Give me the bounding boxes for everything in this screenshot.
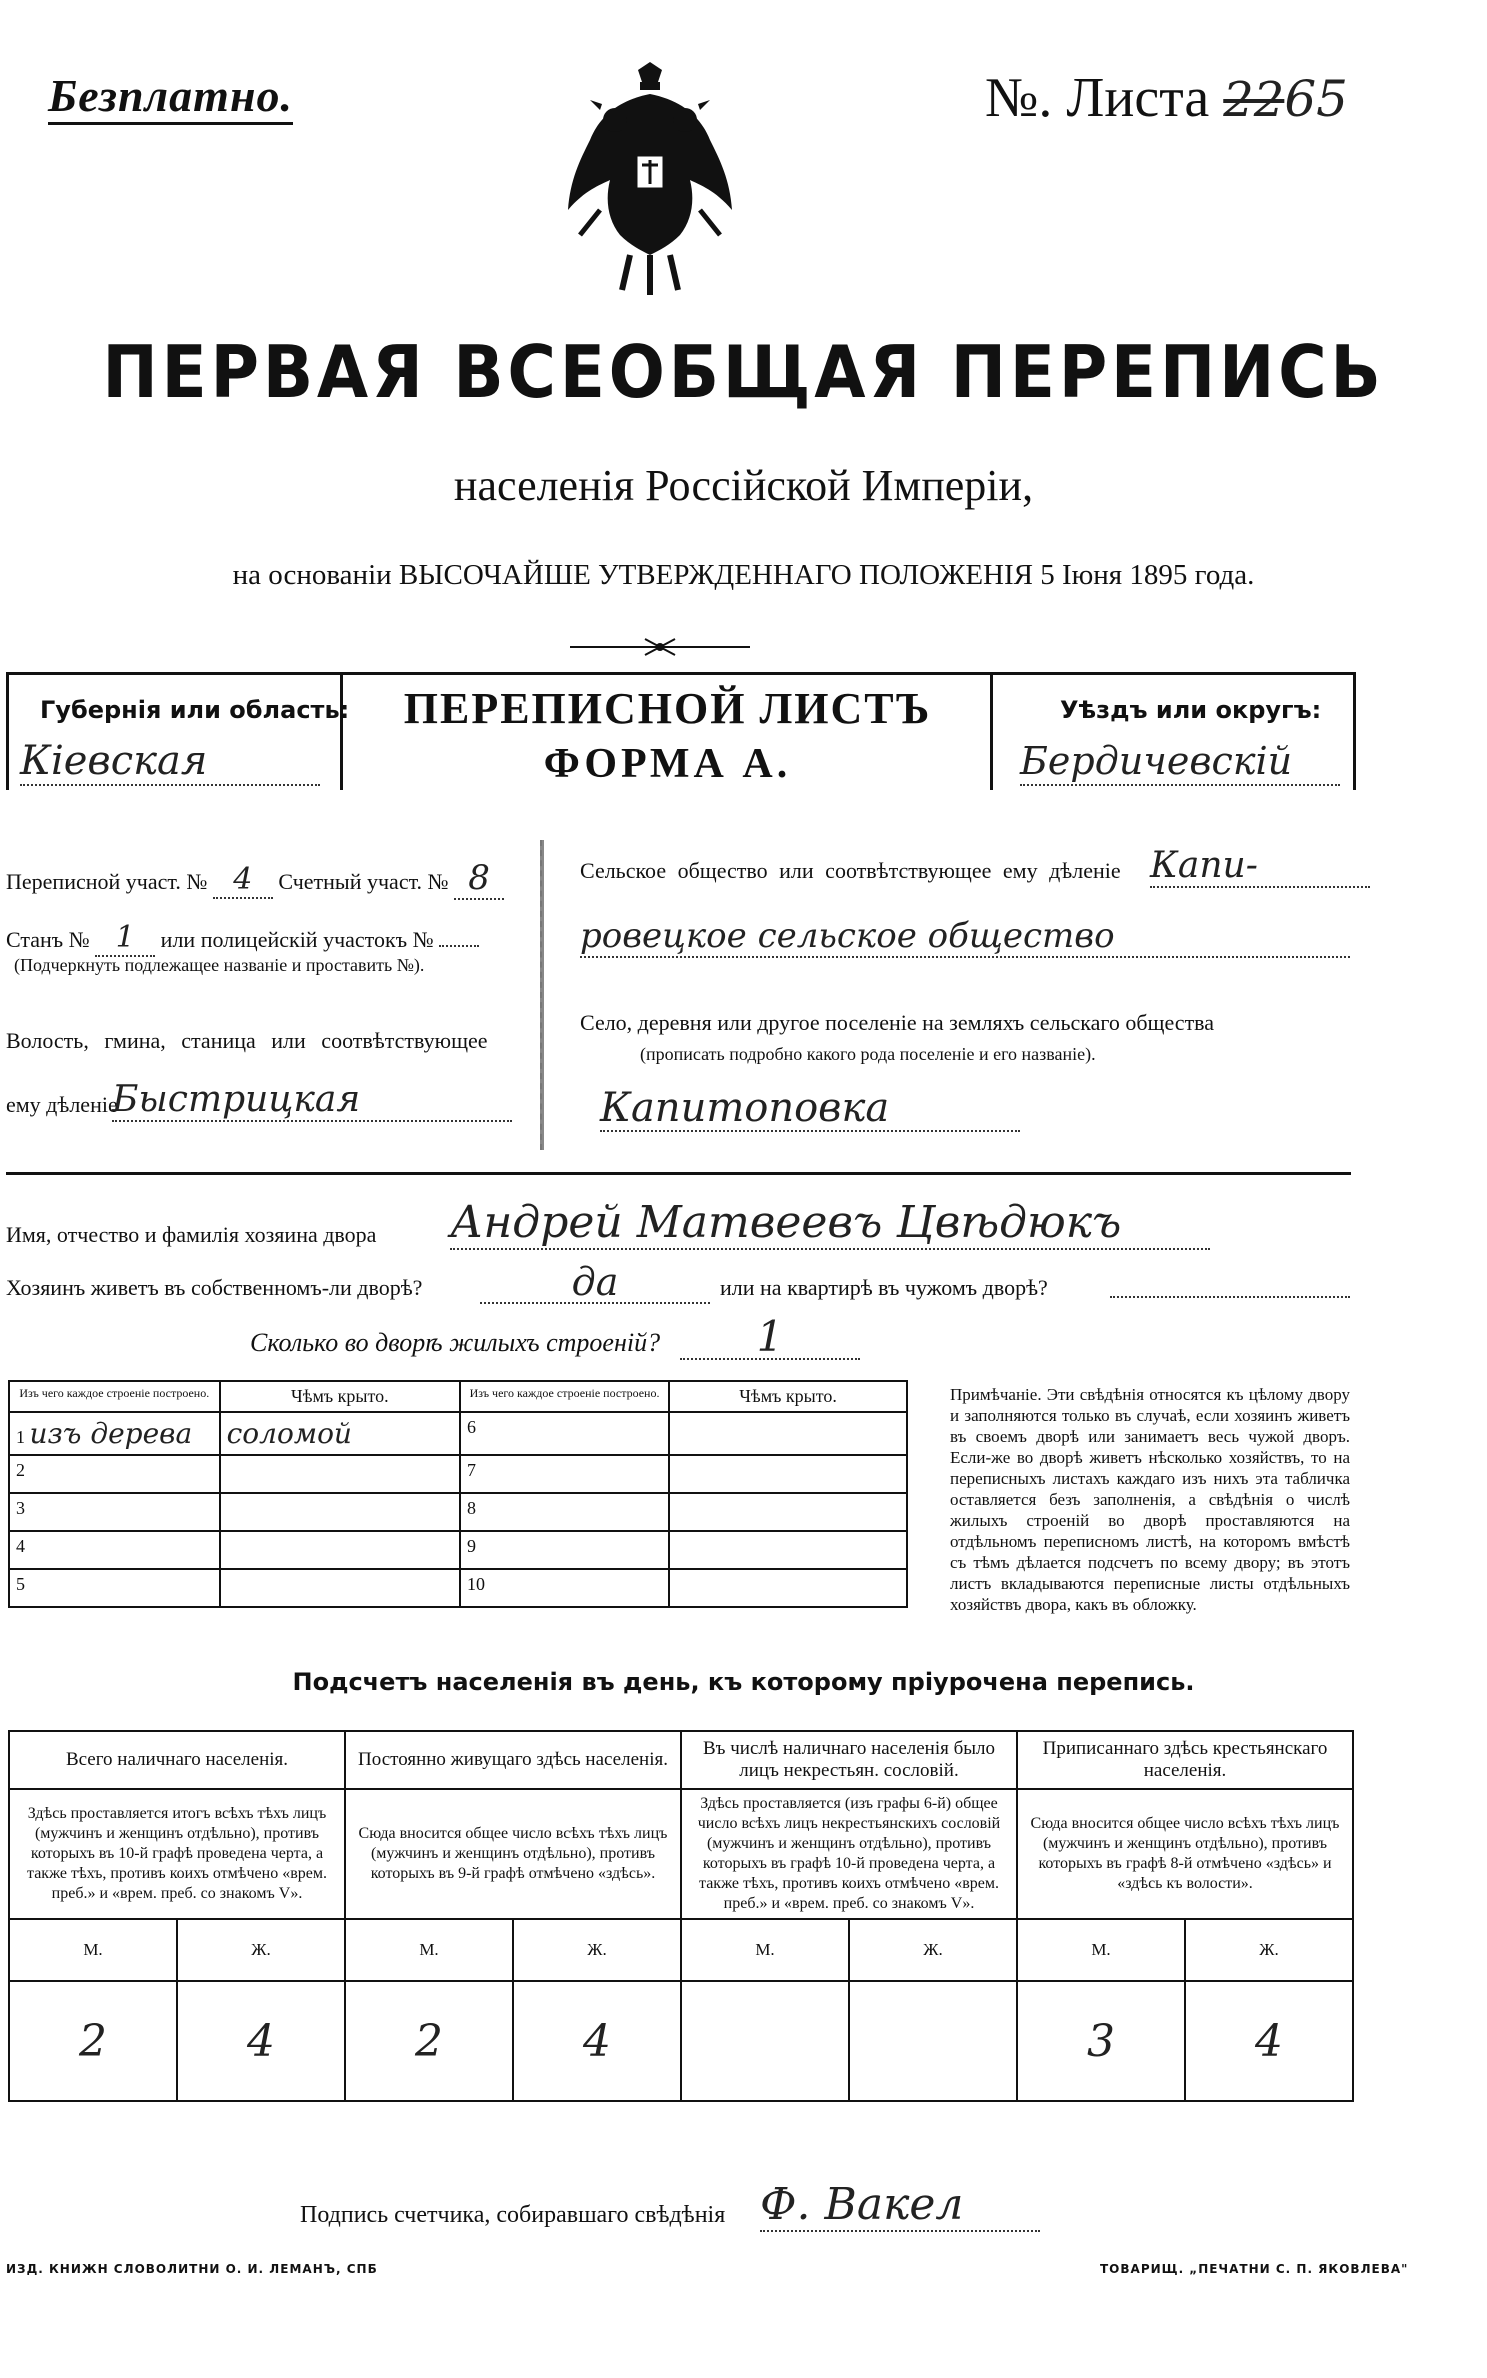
building-roof-empty <box>669 1569 907 1607</box>
building-number: 8 <box>460 1493 669 1531</box>
buildings-label: Сколько во дворѣ жилыхъ строеній? <box>250 1328 661 1357</box>
rent-value <box>1110 1296 1350 1298</box>
male-label: М. <box>345 1919 513 1981</box>
count-section-label: Счетный участ. № <box>278 869 449 894</box>
building-roof-empty <box>220 1531 460 1569</box>
signature-value: Ф. Вакел <box>760 2180 1040 2232</box>
owner-name-label: Имя, отчество и фамилія хозяина двора <box>6 1222 377 1247</box>
stan-note: (Подчеркнуть подлежащее названіе и проставить №). <box>14 955 425 975</box>
imperial-eagle-emblem <box>560 60 740 310</box>
volost-label-2: ему дѣленіе <box>6 1092 118 1117</box>
col-roof-right: Чѣмъ крыто. <box>669 1381 907 1412</box>
society-label: Сельское общество или соотвѣтствующее ему дѣленіе <box>580 858 1121 883</box>
volost-label: Волость, гмина, станица или соотвѣтствующее <box>6 1028 488 1053</box>
census-section-value: 4 <box>213 862 273 899</box>
building-roof-empty <box>220 1493 460 1531</box>
building-roof-empty <box>220 1569 460 1607</box>
building-number: 10 <box>460 1569 669 1607</box>
table-row <box>9 1412 907 1455</box>
rent-label: или на квартирѣ въ чужомъ дворѣ? <box>720 1275 1048 1300</box>
building-number: 2 <box>9 1455 220 1493</box>
count-col-head: Всего наличнаго населенія. <box>9 1731 345 1789</box>
building-roof-empty <box>669 1493 907 1531</box>
police-value <box>439 945 479 947</box>
female-label: Ж. <box>1185 1919 1353 1981</box>
police-label: или полицейскій участокъ № <box>160 927 434 952</box>
count-col-head: Приписаннаго здѣсь крестьянскаго населенія. <box>1017 1731 1353 1789</box>
basis-line: на основаніи ВЫСОЧАЙШЕ УТВЕРЖДЕННАГО ПОЛОЖЕНІЯ 5 Іюня 1895 года. <box>232 559 1255 591</box>
building-number: 3 <box>9 1493 220 1531</box>
count-male-value: 3 <box>1017 1981 1185 2101</box>
col-roof-left: Чѣмъ крыто. <box>220 1381 460 1412</box>
table-row <box>9 1531 907 1569</box>
census-section-row <box>6 858 504 900</box>
guberniya-label: Губернія или область: <box>40 696 350 724</box>
count-section-value: 8 <box>454 858 504 900</box>
count-female-value <box>849 1981 1017 2101</box>
building-number: 9 <box>460 1531 669 1569</box>
building-roof-empty <box>220 1455 460 1493</box>
female-label: Ж. <box>513 1919 681 1981</box>
table-row <box>9 1493 907 1531</box>
count-female-value: 4 <box>513 1981 681 2101</box>
census-section-label: Переписной участ. № <box>6 869 208 894</box>
table-row <box>9 1455 907 1493</box>
male-label: М. <box>681 1919 849 1981</box>
count-female-value: 4 <box>177 1981 345 2101</box>
uezd-value: Бердичевскій <box>1020 738 1340 786</box>
male-label: М. <box>1017 1919 1185 1981</box>
sheet-number-value: 65 <box>1284 70 1348 128</box>
stan-row <box>6 920 479 957</box>
header-left-edge <box>6 672 9 790</box>
count-col-desc: Сюда вносится общее число всѣхъ тѣхъ лицъ (мужчинъ и женщинъ отдѣльно), противъ которыхъ въ графѣ 8-й отмѣчено «здѣсь» и «здѣсь къ волости». <box>1017 1789 1353 1919</box>
building-number: 5 <box>9 1569 220 1607</box>
sheet-number-label: №. Листа <box>985 67 1210 129</box>
count-col-desc: Здѣсь проставляется итогъ всѣхъ тѣхъ лицъ (мужчинъ и женщинъ отдѣльно), противъ которыхъ въ 10-й графѣ проведена черта, а также тѣхъ, противъ коихъ отмѣчено «врем. преб.» и «врем. преб. со знакомъ V». <box>9 1789 345 1919</box>
header-right-edge <box>1353 672 1356 790</box>
form-label: ФОРМА А. <box>543 741 792 787</box>
buildings-table <box>8 1380 908 1608</box>
ornament-divider <box>560 635 760 659</box>
buildings-note: Примѣчаніе. Эти свѣдѣнія относятся къ цѣлому двору и заполняются только въ случаѣ, если хозяинъ живетъ въ своемъ дворѣ или занимаетъ весь чужой дворъ. Если-же во дворѣ живетъ нѣсколько хозяйствъ, то на переписныхъ листахъ каждаго изъ нихъ эта табличка оставляется безъ заполненія, а свѣдѣнія о числѣ жилыхъ строеній во дворѣ проставляются на отдѣльномъ переписномъ листѣ, на которомъ вмѣстѣ съ тѣмъ дѣлается подсчетъ по всему двору; въ этотъ листъ вкладываются переписные листы отдѣльныхъ хозяйствъ двора, какъ въ обложку. <box>950 1385 1350 1614</box>
count-col-head: Въ числѣ наличнаго населенія было лицъ некрестьян. сословій. <box>681 1731 1017 1789</box>
printer-right: ТОВАРИЩ. „ПЕЧАТНИ С. П. ЯКОВЛЕВА" <box>1100 2262 1409 2276</box>
volost-value: Быстрицкая <box>112 1080 512 1122</box>
stan-value: 1 <box>95 920 155 957</box>
buildings-value: 1 <box>680 1316 860 1360</box>
free-label: Безплатно. <box>48 70 293 125</box>
sheet-number-struck: 22 <box>1223 72 1285 128</box>
sheet-title: ПЕРЕПИСНОЙ ЛИСТЪ <box>403 684 932 733</box>
uezd-label: Уѣздъ или округъ: <box>1060 696 1322 724</box>
own-yard-value: да <box>480 1262 710 1304</box>
printer-left: ИЗД. КНИЖН СЛОВОЛИТНИ О. И. ЛЕМАНЪ, СПБ <box>6 2262 378 2276</box>
village-value: Капитоповка <box>600 1086 1020 1132</box>
society-value-1: Капи- <box>1150 846 1370 888</box>
guberniya-value: Кіевская <box>20 738 320 786</box>
building-cell: 1 изъ дерева <box>9 1412 220 1455</box>
header-top-rule <box>6 672 1356 675</box>
building-roof-empty <box>669 1455 907 1493</box>
building-roof-empty <box>669 1412 907 1455</box>
own-yard-label: Хозяинъ живетъ въ собственномъ-ли дворѣ? <box>6 1275 423 1300</box>
header-right-divider <box>990 672 993 790</box>
col-material-left: Изъ чего каждое строеніе построено. <box>9 1381 220 1412</box>
count-male-value: 2 <box>345 1981 513 2101</box>
owner-name-value: Андрей Матвеевъ Цвѣдюкъ <box>450 1198 1210 1250</box>
stan-label: Станъ № <box>6 927 90 952</box>
count-male-value <box>681 1981 849 2101</box>
building-material: изъ дерева <box>29 1417 193 1450</box>
fields-bottom-rule <box>6 1172 1351 1175</box>
village-note: (прописать подробно какого рода поселеніе и его названіе). <box>640 1044 1096 1064</box>
count-title: Подсчетъ населенія въ день, къ которому пріурочена перепись. <box>292 1668 1195 1696</box>
fields-divider <box>540 840 544 1150</box>
population-table <box>8 1730 1354 2102</box>
female-label: Ж. <box>177 1919 345 1981</box>
main-title: ПЕРВАЯ ВСЕОБЩАЯ ПЕРЕПИСЬ <box>102 330 1385 414</box>
count-col-desc: Здѣсь проставляется (изъ графы 6-й) общее число всѣхъ лицъ некрестьянскихъ сословій (мужчинъ и женщинъ отдѣльно), противъ которыхъ въ графѣ 10-й проведена черта, а также тѣхъ, противъ коихъ отмѣчено «врем. преб.» и «врем. преб. со знакомъ V». <box>681 1789 1017 1919</box>
count-male-value: 2 <box>9 1981 177 2101</box>
count-col-head: Постоянно живущаго здѣсь населенія. <box>345 1731 681 1789</box>
building-roof-empty <box>669 1531 907 1569</box>
building-number: 4 <box>9 1531 220 1569</box>
header-left-divider <box>340 672 343 790</box>
signature-label: Подпись счетчика, собиравшаго свѣдѣнія <box>300 2202 726 2228</box>
sheet-number <box>985 66 1348 132</box>
table-row <box>9 1569 907 1607</box>
building-roof: соломой <box>220 1412 460 1455</box>
female-label: Ж. <box>849 1919 1017 1981</box>
male-label: М. <box>9 1919 177 1981</box>
society-value-2: ровецкое сельское общество <box>580 916 1350 958</box>
subtitle: населенія Россійской Имперіи, <box>453 461 1034 510</box>
count-col-desc: Сюда вносится общее число всѣхъ тѣхъ лицъ (мужчинъ и женщинъ отдѣльно), противъ которыхъ въ 9-й графѣ отмѣчено «здѣсь». <box>345 1789 681 1919</box>
building-number: 6 <box>460 1412 669 1455</box>
count-female-value: 4 <box>1185 1981 1353 2101</box>
col-material-right: Изъ чего каждое строеніе построено. <box>460 1381 669 1412</box>
village-label: Село, деревня или другое поселеніе на земляхъ сельскаго общества <box>580 1010 1215 1035</box>
building-number: 7 <box>460 1455 669 1493</box>
